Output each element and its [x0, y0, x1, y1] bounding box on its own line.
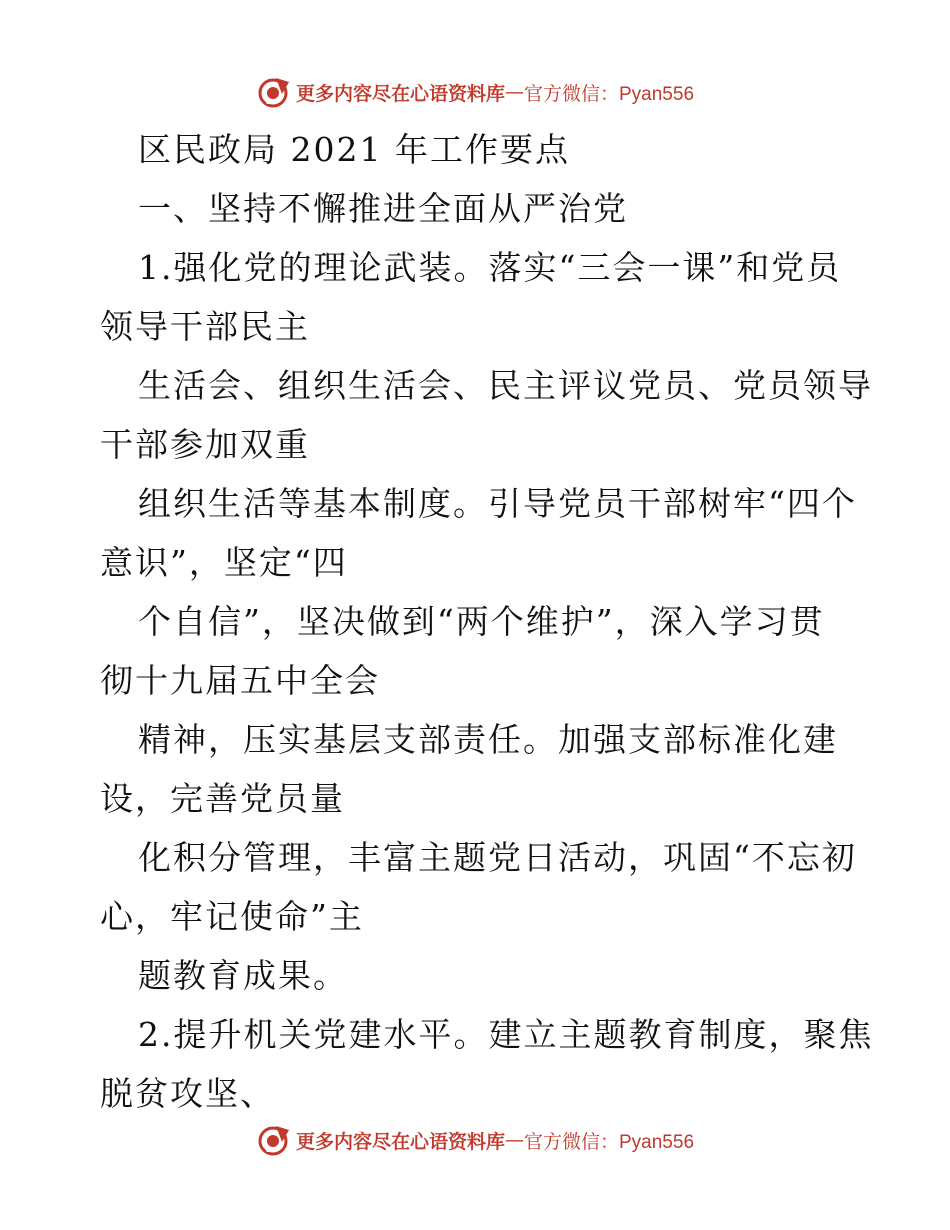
text-line: 1.强化党的理论武装。落实“三会一课”和党员: [138, 248, 842, 287]
text-line: 题教育成果。: [138, 956, 348, 995]
brand-logo-icon: [256, 74, 292, 110]
header-contact-text: 官方微信：Pyan556: [524, 83, 695, 105]
text-line: 意识”，坚定“四: [100, 543, 348, 582]
brand-logo-icon: [256, 1122, 292, 1158]
header-separator: —: [505, 81, 524, 103]
text-line: 生活会、组织生活会、民主评议党员、党员领导: [138, 366, 873, 405]
text-line: 精神，压实基层支部责任。加强支部标准化建: [138, 720, 838, 759]
document-body: [100, 120, 874, 1123]
text-line: 区民政局 2021 年工作要点: [138, 130, 570, 169]
footer-contact-text: 官方微信：Pyan556: [524, 1131, 695, 1153]
footer-separator: —: [505, 1129, 524, 1151]
text-line: 脱贫攻坚、: [100, 1074, 275, 1113]
text-line: 干部参加双重: [100, 425, 310, 464]
text-line: 领导干部民主: [100, 307, 310, 346]
text-line: 2.提升机关党建水平。建立主题教育制度，聚焦: [138, 1015, 874, 1054]
header-banner: [0, 72, 950, 112]
text-line: 设，完善党员量: [100, 779, 345, 818]
text-line: 一、坚持不懈推进全面从严治党: [138, 189, 628, 228]
text-line: 个自信”，坚决做到“两个维护”，深入学习贯: [138, 602, 825, 641]
header-brand-text: 更多内容尽在心语资料库: [295, 82, 505, 105]
text-line: 组织生活等基本制度。引导党员干部树牢“四个: [138, 484, 857, 523]
text-line: 心，牢记使命”主: [100, 897, 364, 936]
footer-brand-text: 更多内容尽在心语资料库: [295, 1130, 505, 1153]
text-line: 彻十九届五中全会: [100, 661, 380, 700]
text-line: 化积分管理，丰富主题党日活动，巩固“不忘初: [138, 838, 857, 877]
footer-banner: [0, 1120, 950, 1160]
